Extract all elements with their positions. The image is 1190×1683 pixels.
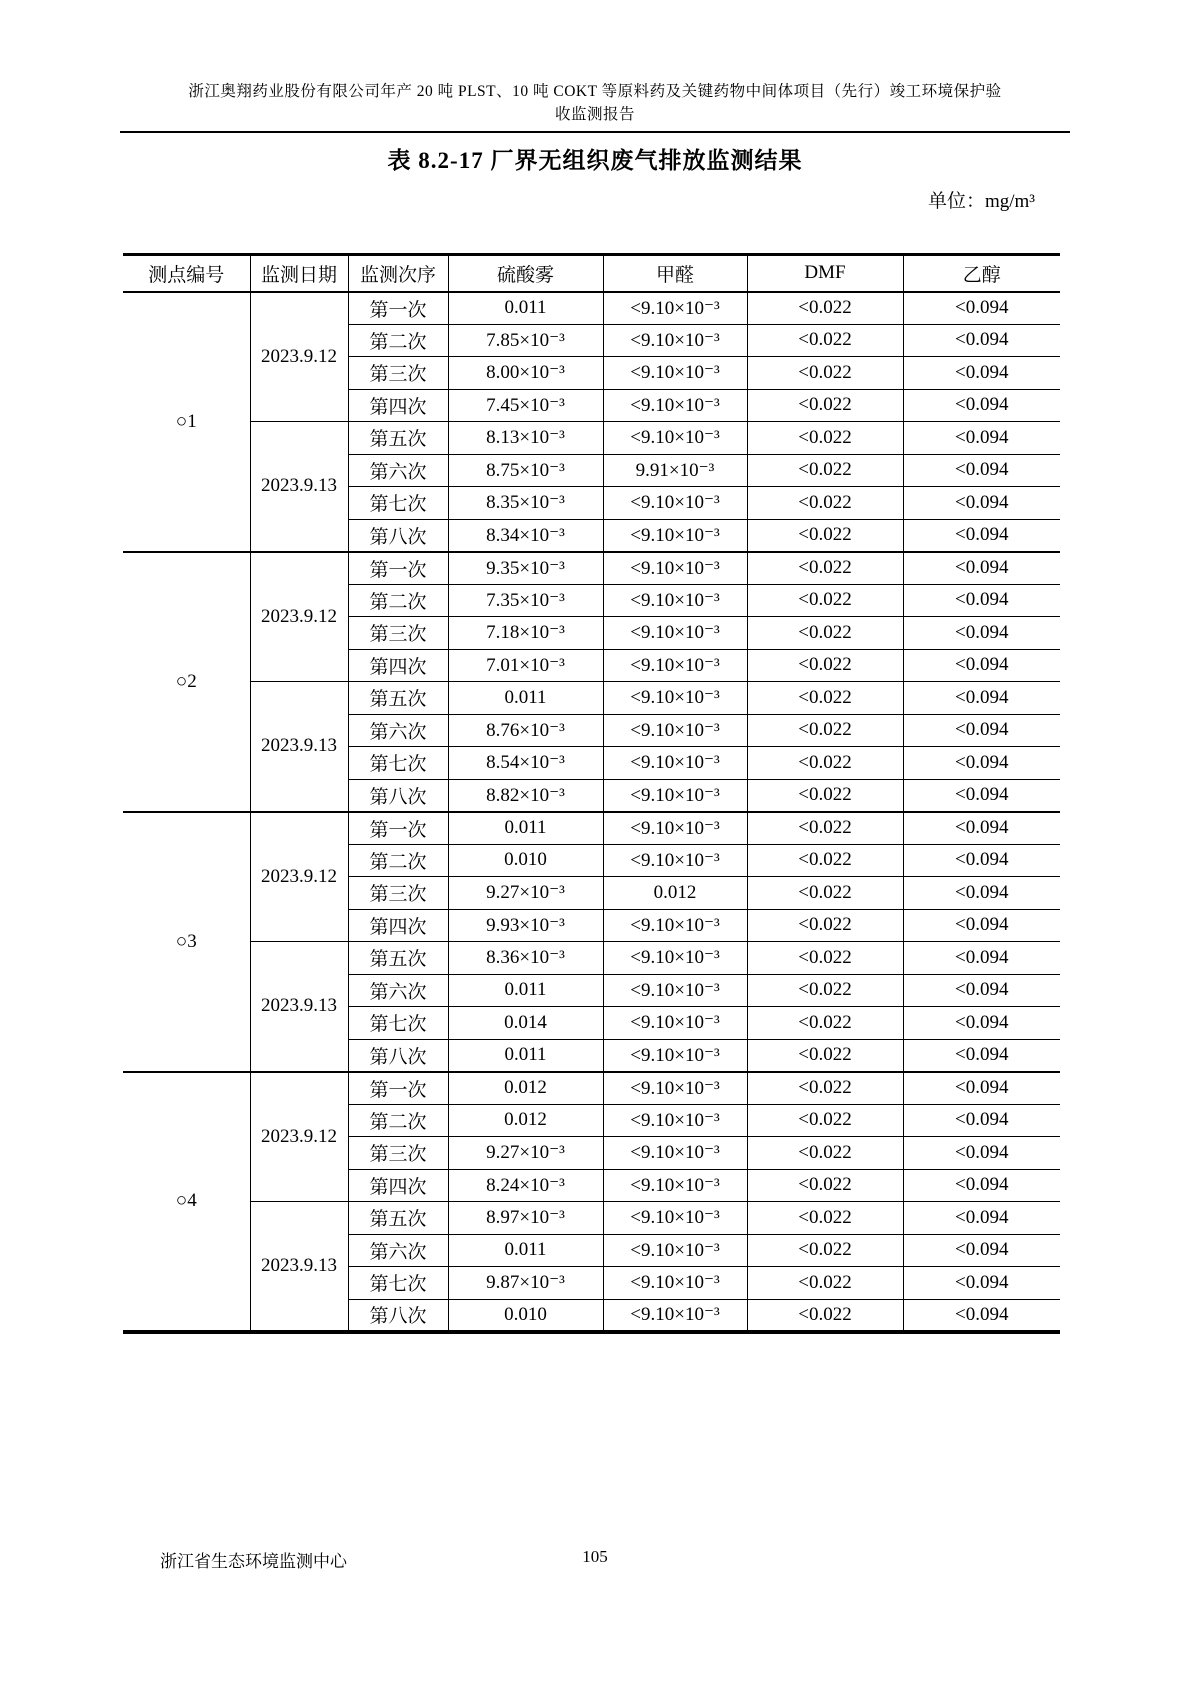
value-cell: <0.022	[747, 909, 903, 942]
value-cell: <0.094	[903, 1234, 1060, 1267]
value-cell: <0.094	[903, 942, 1060, 975]
sequence-cell: 第五次	[348, 942, 448, 975]
value-cell: 7.35×10⁻³	[448, 584, 603, 617]
value-cell: <9.10×10⁻³	[603, 682, 747, 715]
sequence-cell: 第三次	[348, 357, 448, 390]
value-cell: <0.022	[747, 1007, 903, 1040]
value-cell: <9.10×10⁻³	[603, 519, 747, 552]
value-cell: <0.094	[903, 1299, 1060, 1332]
value-cell: <0.022	[747, 1202, 903, 1235]
value-cell: 0.010	[448, 1299, 603, 1332]
value-cell: <0.094	[903, 1039, 1060, 1072]
value-cell: <0.022	[747, 552, 903, 585]
date-cell: 2023.9.13	[250, 942, 348, 1072]
monitoring-table-container	[123, 253, 1060, 1334]
value-cell: <0.022	[747, 779, 903, 812]
col-header-point-id: 测点编号	[123, 255, 250, 292]
sequence-cell: 第四次	[348, 649, 448, 682]
value-cell: <9.10×10⁻³	[603, 1137, 747, 1170]
value-cell: 7.45×10⁻³	[448, 389, 603, 422]
sequence-cell: 第三次	[348, 1137, 448, 1170]
value-cell: <9.10×10⁻³	[603, 292, 747, 325]
value-cell: <0.094	[903, 552, 1060, 585]
date-cell: 2023.9.12	[250, 292, 348, 422]
value-cell: <0.094	[903, 877, 1060, 910]
sequence-cell: 第一次	[348, 292, 448, 325]
value-cell: <0.094	[903, 909, 1060, 942]
sequence-cell: 第六次	[348, 714, 448, 747]
sequence-cell: 第四次	[348, 389, 448, 422]
table-header-row	[123, 255, 1060, 292]
value-cell: <0.094	[903, 422, 1060, 455]
value-cell: <9.10×10⁻³	[603, 357, 747, 390]
value-cell: <0.022	[747, 1039, 903, 1072]
value-cell: <9.10×10⁻³	[603, 812, 747, 845]
value-cell: <0.022	[747, 844, 903, 877]
value-cell: <0.094	[903, 812, 1060, 845]
value-cell: 8.82×10⁻³	[448, 779, 603, 812]
sequence-cell: 第六次	[348, 1234, 448, 1267]
value-cell: <0.094	[903, 584, 1060, 617]
value-cell: <0.022	[747, 812, 903, 845]
value-cell: <0.022	[747, 1072, 903, 1105]
sequence-cell: 第五次	[348, 422, 448, 455]
value-cell: 8.24×10⁻³	[448, 1169, 603, 1202]
value-cell: 9.91×10⁻³	[603, 454, 747, 487]
footer-organization: 浙江省生态环境监测中心	[160, 1552, 347, 1571]
value-cell: 9.27×10⁻³	[448, 1137, 603, 1170]
date-cell: 2023.9.13	[250, 422, 348, 552]
value-cell: <9.10×10⁻³	[603, 1104, 747, 1137]
sequence-cell: 第六次	[348, 974, 448, 1007]
value-cell: 8.54×10⁻³	[448, 747, 603, 780]
sequence-cell: 第四次	[348, 1169, 448, 1202]
value-cell: <9.10×10⁻³	[603, 649, 747, 682]
table-row	[123, 292, 1060, 325]
table-row	[123, 1202, 1060, 1235]
value-cell: <0.094	[903, 454, 1060, 487]
point-id-cell: ○4	[123, 1072, 250, 1332]
value-cell: <0.022	[747, 519, 903, 552]
table-row	[123, 942, 1060, 975]
value-cell: <9.10×10⁻³	[603, 844, 747, 877]
value-cell: 8.35×10⁻³	[448, 487, 603, 520]
date-cell: 2023.9.13	[250, 1202, 348, 1332]
value-cell: 0.012	[448, 1072, 603, 1105]
point-id-cell: ○3	[123, 812, 250, 1072]
value-cell: <0.094	[903, 519, 1060, 552]
value-cell: <0.022	[747, 747, 903, 780]
value-cell: <0.094	[903, 1007, 1060, 1040]
value-cell: <0.094	[903, 357, 1060, 390]
value-cell: <9.10×10⁻³	[603, 1202, 747, 1235]
value-cell: <9.10×10⁻³	[603, 1039, 747, 1072]
table-title: 表 8.2-17 厂界无组织废气排放监测结果	[387, 148, 803, 173]
value-cell: <0.022	[747, 1137, 903, 1170]
table-row	[123, 1072, 1060, 1105]
value-cell: <0.022	[747, 714, 903, 747]
value-cell: <0.022	[747, 389, 903, 422]
sequence-cell: 第二次	[348, 324, 448, 357]
value-cell: 8.13×10⁻³	[448, 422, 603, 455]
value-cell: <9.10×10⁻³	[603, 422, 747, 455]
report-header-line2: 收监测报告	[554, 106, 635, 123]
sequence-cell: 第一次	[348, 812, 448, 845]
sequence-cell: 第二次	[348, 844, 448, 877]
value-cell: <9.10×10⁻³	[603, 1007, 747, 1040]
sequence-cell: 第二次	[348, 1104, 448, 1137]
value-cell: <0.022	[747, 942, 903, 975]
value-cell: <0.094	[903, 617, 1060, 650]
col-header-date: 监测日期	[250, 255, 348, 292]
sequence-cell: 第七次	[348, 747, 448, 780]
unit-label: 单位：mg/m³	[927, 191, 1035, 212]
sequence-cell: 第八次	[348, 779, 448, 812]
value-cell: 8.36×10⁻³	[448, 942, 603, 975]
col-header-ethanol: 乙醇	[903, 255, 1060, 292]
point-id-cell: ○1	[123, 292, 250, 552]
table-row	[123, 812, 1060, 845]
sequence-cell: 第三次	[348, 877, 448, 910]
value-cell: <0.022	[747, 454, 903, 487]
table-row	[123, 422, 1060, 455]
table-row	[123, 682, 1060, 715]
value-cell: <0.094	[903, 714, 1060, 747]
col-header-sequence: 监测次序	[348, 255, 448, 292]
value-cell: 0.011	[448, 812, 603, 845]
report-header-line1: 浙江奥翔药业股份有限公司年产 20 吨 PLST、10 吨 COKT 等原料药及关键药物中间体项目（先行）竣工环境保护验	[188, 83, 1002, 100]
sequence-cell: 第八次	[348, 519, 448, 552]
value-cell: <0.094	[903, 389, 1060, 422]
value-cell: <0.022	[747, 357, 903, 390]
value-cell: <0.094	[903, 1202, 1060, 1235]
value-cell: <9.10×10⁻³	[603, 747, 747, 780]
value-cell: 9.27×10⁻³	[448, 877, 603, 910]
value-cell: <0.094	[903, 779, 1060, 812]
value-cell: <9.10×10⁻³	[603, 552, 747, 585]
value-cell: <0.094	[903, 682, 1060, 715]
sequence-cell: 第八次	[348, 1039, 448, 1072]
value-cell: 0.012	[603, 877, 747, 910]
value-cell: <0.022	[747, 584, 903, 617]
value-cell: <0.094	[903, 1267, 1060, 1300]
col-header-sulfuric-acid-mist: 硫酸雾	[448, 255, 603, 292]
value-cell: <9.10×10⁻³	[603, 942, 747, 975]
value-cell: 0.010	[448, 844, 603, 877]
col-header-formaldehyde: 甲醛	[603, 255, 747, 292]
value-cell: <0.022	[747, 422, 903, 455]
value-cell: <0.022	[747, 877, 903, 910]
value-cell: 9.93×10⁻³	[448, 909, 603, 942]
value-cell: <9.10×10⁻³	[603, 324, 747, 357]
sequence-cell: 第五次	[348, 1202, 448, 1235]
value-cell: <0.022	[747, 1169, 903, 1202]
sequence-cell: 第三次	[348, 617, 448, 650]
value-cell: 0.011	[448, 682, 603, 715]
value-cell: 7.85×10⁻³	[448, 324, 603, 357]
value-cell: <0.094	[903, 844, 1060, 877]
point-id-cell: ○2	[123, 552, 250, 812]
value-cell: <0.094	[903, 1072, 1060, 1105]
sequence-cell: 第五次	[348, 682, 448, 715]
sequence-cell: 第六次	[348, 454, 448, 487]
value-cell: 7.18×10⁻³	[448, 617, 603, 650]
value-cell: <9.10×10⁻³	[603, 1169, 747, 1202]
date-cell: 2023.9.12	[250, 552, 348, 682]
value-cell: <0.094	[903, 292, 1060, 325]
report-header	[120, 80, 1070, 126]
value-cell: <0.022	[747, 649, 903, 682]
value-cell: <9.10×10⁻³	[603, 617, 747, 650]
col-header-dmf: DMF	[747, 255, 903, 292]
value-cell: <0.094	[903, 1137, 1060, 1170]
value-cell: <9.10×10⁻³	[603, 1267, 747, 1300]
value-cell: <0.022	[747, 1267, 903, 1300]
date-cell: 2023.9.13	[250, 682, 348, 812]
table-row	[123, 552, 1060, 585]
sequence-cell: 第四次	[348, 909, 448, 942]
date-cell: 2023.9.12	[250, 1072, 348, 1202]
value-cell: 9.87×10⁻³	[448, 1267, 603, 1300]
monitoring-table	[123, 253, 1060, 1334]
value-cell: 8.97×10⁻³	[448, 1202, 603, 1235]
value-cell: 9.35×10⁻³	[448, 552, 603, 585]
value-cell: 0.011	[448, 974, 603, 1007]
value-cell: 8.76×10⁻³	[448, 714, 603, 747]
value-cell: <9.10×10⁻³	[603, 1234, 747, 1267]
value-cell: <0.094	[903, 324, 1060, 357]
value-cell: <0.022	[747, 324, 903, 357]
value-cell: <9.10×10⁻³	[603, 974, 747, 1007]
value-cell: <0.022	[747, 1234, 903, 1267]
value-cell: <0.094	[903, 1169, 1060, 1202]
value-cell: <0.094	[903, 487, 1060, 520]
page-number: 105	[582, 1547, 608, 1566]
sequence-cell: 第二次	[348, 584, 448, 617]
value-cell: 0.011	[448, 1234, 603, 1267]
sequence-cell: 第八次	[348, 1299, 448, 1332]
monitoring-table-body	[123, 292, 1060, 1332]
value-cell: <9.10×10⁻³	[603, 909, 747, 942]
value-cell: <0.022	[747, 1104, 903, 1137]
sequence-cell: 第一次	[348, 1072, 448, 1105]
value-cell: <0.094	[903, 974, 1060, 1007]
value-cell: <0.094	[903, 747, 1060, 780]
value-cell: 8.75×10⁻³	[448, 454, 603, 487]
sequence-cell: 第七次	[348, 1267, 448, 1300]
value-cell: <0.094	[903, 649, 1060, 682]
value-cell: <9.10×10⁻³	[603, 1299, 747, 1332]
value-cell: <0.094	[903, 1104, 1060, 1137]
value-cell: 0.014	[448, 1007, 603, 1040]
sequence-cell: 第七次	[348, 1007, 448, 1040]
value-cell: <0.022	[747, 682, 903, 715]
sequence-cell: 第七次	[348, 487, 448, 520]
value-cell: 0.011	[448, 292, 603, 325]
value-cell: 8.34×10⁻³	[448, 519, 603, 552]
sequence-cell: 第一次	[348, 552, 448, 585]
value-cell: 7.01×10⁻³	[448, 649, 603, 682]
value-cell: <9.10×10⁻³	[603, 584, 747, 617]
value-cell: <9.10×10⁻³	[603, 389, 747, 422]
value-cell: <0.022	[747, 617, 903, 650]
value-cell: <9.10×10⁻³	[603, 779, 747, 812]
value-cell: <0.022	[747, 974, 903, 1007]
header-divider	[120, 131, 1070, 133]
value-cell: <0.022	[747, 292, 903, 325]
value-cell: <9.10×10⁻³	[603, 1072, 747, 1105]
value-cell: 0.011	[448, 1039, 603, 1072]
value-cell: <0.022	[747, 487, 903, 520]
value-cell: 8.00×10⁻³	[448, 357, 603, 390]
value-cell: <9.10×10⁻³	[603, 487, 747, 520]
value-cell: <9.10×10⁻³	[603, 714, 747, 747]
value-cell: <0.022	[747, 1299, 903, 1332]
value-cell: 0.012	[448, 1104, 603, 1137]
date-cell: 2023.9.12	[250, 812, 348, 942]
